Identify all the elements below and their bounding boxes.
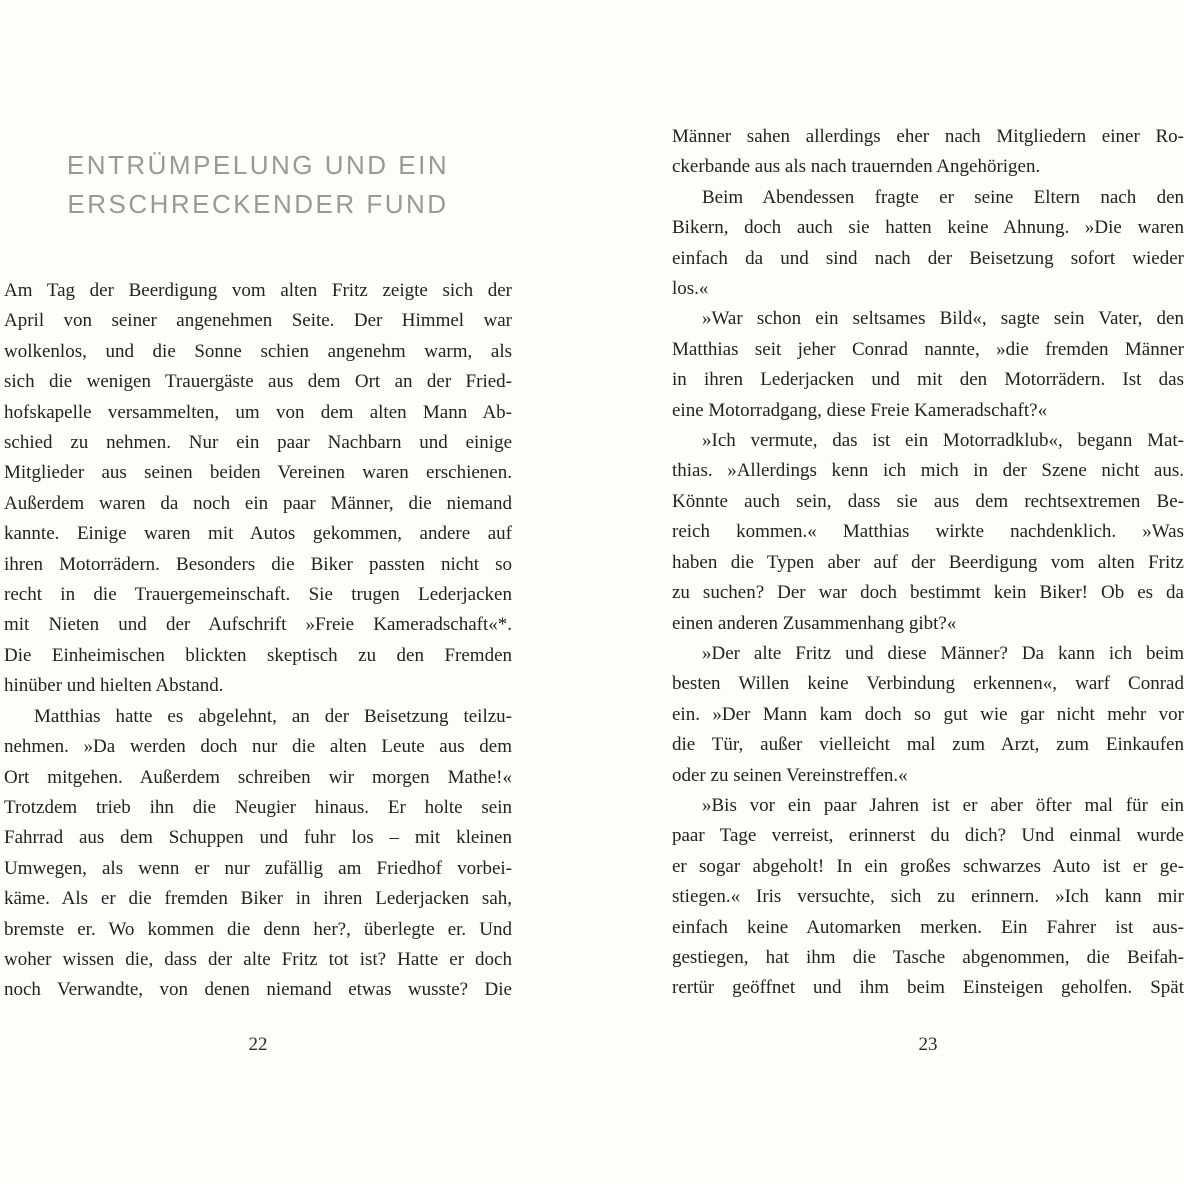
text-line: ein. »Der Mann kam doch so gut wie gar nicht mehr vor	[672, 703, 1184, 725]
text-line: Könnte auch sein, dass sie aus dem rechtsextremen Be-	[672, 490, 1184, 512]
text-line: käme. Als er die fremden Biker in ihren Lederjacken sah,	[4, 888, 512, 910]
text-line: zu suchen? Der war doch bestimmt kein Biker! Ob es da	[672, 582, 1184, 604]
text-line: ihren Motorrädern. Besonders die Biker passten nicht so	[4, 553, 512, 575]
text-line: Matthias seit jeher Conrad nannte, »die fremden Männer	[672, 338, 1184, 360]
text-line: er sogar abgeholt! In ein großes schwarzes Auto ist er ge-	[672, 855, 1184, 877]
text-line: Am Tag der Beerdigung vom alten Fritz zeigte sich der	[4, 280, 512, 301]
text-line: Bikern, doch auch sie hatten keine Ahnung. »Die waren	[672, 217, 1184, 239]
text-line: »Der alte Fritz und diese Männer? Da kann ich beim	[702, 642, 1184, 664]
text-line: die Tür, außer vielleicht mal zum Arzt, zum Einkaufen	[672, 734, 1184, 756]
text-line: Die Einheimischen blickten skeptisch zu den Fremden	[4, 644, 512, 666]
text-line: einen anderen Zusammenhang gibt?«	[672, 612, 957, 634]
text-line: besten Willen keine Verbindung erkennen«, warf Conrad	[672, 673, 1184, 695]
chapter-heading-line-1: ENTRÜMPELUNG UND EIN	[66, 150, 450, 180]
text-line: stiegen.« Iris versuchte, sich zu erinnern. »Ich kann mir	[672, 886, 1184, 908]
text-line: Fahrrad aus dem Schuppen und fuhr los – mit kleinen	[4, 827, 512, 849]
text-line: Beim Abendessen fragte er seine Eltern nach den	[702, 186, 1184, 208]
text-line: schied zu nehmen. Nur ein paar Nachbarn und einige	[4, 432, 512, 454]
text-line: gestiegen, hat ihm die Tasche abgenommen, die Beifah-	[672, 946, 1184, 968]
text-line: thias. »Allerdings kenn ich mich in der Szene nicht aus.	[672, 460, 1184, 482]
text-line: »Bis vor ein paar Jahren ist er aber öfter mal für ein	[702, 794, 1184, 816]
text-line: los.«	[672, 278, 709, 300]
text-line: paar Tage verreist, erinnerst du dich? Und einmal wurde	[672, 825, 1184, 847]
text-line: Männer sahen allerdings eher nach Mitgliedern einer Ro-	[672, 126, 1184, 147]
book-page-right	[672, 0, 1184, 1184]
text-line: Matthias hatte es abgelehnt, an der Beisetzung teilzu-	[34, 705, 512, 727]
text-line: sich die wenigen Trauergäste aus dem Ort an der Fried-	[4, 371, 512, 393]
text-line: Ort mitgehen. Außerdem schreiben wir morgen Mathe!«	[4, 766, 512, 788]
text-line: ckerbande aus als nach trauernden Angehörigen.	[672, 156, 1041, 178]
text-line: nehmen. »Da werden doch nur die alten Leute aus dem	[4, 736, 512, 758]
chapter-heading	[4, 146, 512, 224]
text-line: einfach keine Automarken merken. Ein Fahrer ist aus-	[672, 916, 1184, 938]
text-line: »War schon ein seltsames Bild«, sagte sein Vater, den	[702, 308, 1184, 330]
text-line: eine Motorradgang, diese Freie Kameradschaft?«	[672, 399, 1048, 421]
text-line: April von seiner angenehmen Seite. Der Himmel war	[4, 310, 512, 332]
text-line: Außerdem waren da noch ein paar Männer, die niemand	[4, 492, 512, 514]
text-line: haben die Typen aber auf der Beerdigung vom alten Fritz	[672, 551, 1184, 573]
text-line: Umwegen, als wenn er nur zufällig am Friedhof vorbei-	[4, 857, 512, 879]
text-line: hinüber und hielten Abstand.	[4, 675, 224, 697]
text-line: einfach da und sind nach der Beisetzung sofort wieder	[672, 247, 1184, 269]
body-text-right	[672, 122, 1184, 1004]
text-line: noch Verwandte, von denen niemand etwas wusste? Die	[4, 979, 512, 1001]
text-line: bremste er. Wo kommen die denn her?, überlegte er. Und	[4, 918, 512, 940]
text-line: recht in die Trauergemeinschaft. Sie trugen Lederjacken	[4, 584, 512, 606]
text-line: kannte. Einige waren mit Autos gekommen, andere auf	[4, 523, 512, 545]
page-number-right: 23	[918, 1034, 938, 1055]
text-line: »Ich vermute, das ist ein Motorradklub«, begann Mat-	[702, 430, 1184, 452]
text-line: hofskapelle versammelten, um von dem alten Mann Ab-	[4, 401, 512, 423]
body-text-left	[4, 276, 512, 1006]
text-line: wolkenlos, und die Sonne schien angenehm warm, als	[4, 340, 512, 362]
book-page-left	[4, 0, 512, 1184]
text-line: oder zu seinen Vereinstreffen.«	[672, 764, 908, 786]
chapter-heading-line-2: ERSCHRECKENDER FUND	[67, 189, 449, 219]
text-line: woher wissen die, dass der alte Fritz tot ist? Hatte er doch	[4, 948, 512, 970]
text-line: reich kommen.« Matthias wirkte nachdenklich. »Was	[672, 521, 1184, 543]
text-line: Trotzdem trieb ihn die Neugier hinaus. Er holte sein	[4, 796, 512, 818]
text-line: rertür geöffnet und ihm beim Einsteigen geholfen. Spät	[672, 977, 1184, 999]
text-line: mit Nieten und der Aufschrift »Freie Kameradschaft«*.	[4, 614, 512, 636]
text-line: in ihren Lederjacken und mit den Motorrädern. Ist das	[672, 369, 1184, 391]
page-number-left: 22	[248, 1034, 268, 1055]
text-line: Mitglieder aus seinen beiden Vereinen waren erschienen.	[4, 462, 512, 484]
